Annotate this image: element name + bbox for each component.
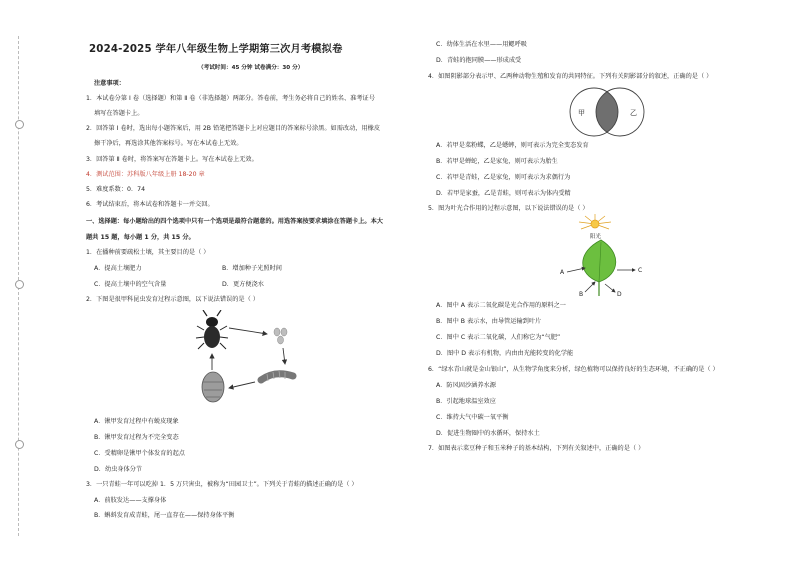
q7-stem: 7．如图表示菜豆种子和玉米种子的基本结构，下列有关叙述中，正确的是（ ） [428,445,645,452]
q6-option-d: D．促进生物圈中的水循环，保持水土 [436,430,540,437]
q1-option-b: B．增加种子光照时间 [222,265,282,272]
q2-option-b: B．锹甲发育过程为不完全变态 [94,434,179,441]
sunlight-label: 阳光 [590,234,602,240]
q2-stem: 2．下图是很甲科昆虫发育过程示意图，以下说法错误的是（ ） [86,296,259,303]
note-5: 5．难度系数：0．74 [86,186,146,193]
q3-option-d: D．青蛙的抱同膜——形成成受 [436,57,522,64]
q1-option-c: C．提高土壤中的空气含量 [94,281,167,288]
q3-option-c: C．幼体生活在水里——用鳃呼吸 [436,41,527,48]
arrow-d-out [605,284,615,292]
note-6: 6．考试结束后，将本试卷和答题卡一并交回。 [86,201,214,208]
q3-option-b: B．蝌蚪发育成青蛙，尾一直存在——保持身体平衡 [94,512,235,519]
q5-option-b: B．图中 B 表示水，由导管运输到叶片 [436,318,542,325]
q1-option-d: D．更方便浇水 [222,281,264,288]
section1-instruction-cont: 题共 15 题，每小题 1 分，共 15 分。 [86,234,195,241]
note-4-scope: 4．测试范围：苏科版八年级上册 18-20 章 [86,171,205,178]
right-column [420,0,794,562]
q5-stem: 5．图为叶光合作用的过程示意图，以下说法错误的是（ ） [428,205,589,212]
eggs-image [274,328,287,344]
label-d: D [617,291,622,298]
label-c: C [638,267,643,274]
q3-stem: 3．一只青蛙一年可以吃掉 1．5 万只害虫，被称为“田园卫士”。下列关于青蛙的描述正确的是（ ） [86,481,358,488]
q4-option-c: C．若甲是青蛙，乙是家兔，则可表示为求偶行为 [436,174,571,181]
sun-icon [579,214,611,229]
venn-label-left: 甲 [578,109,585,117]
arrow-adult-to-egg [229,328,267,334]
note-2: 2．回答第 Ⅰ 卷时，选出每小题答案后，用 2B 铅笔把答题卡上对应题目的答案标号涂黑。如需改动，用橡皮 [86,125,381,132]
exam-subtitle: （考试时间：45 分钟 试卷满分：30 分） [198,65,304,71]
adult-beetle-image [196,310,228,349]
venn-label-right: 乙 [630,109,637,117]
q2-option-a: A．锹甲发育过程中有蜕皮现象 [94,418,179,425]
q6-stem: 6．“绿水青山就是金山银山”，从生物学角度来分析，绿色植物可以保持良好的生态环境，不正确的是（ ） [428,366,719,373]
arrow-egg-to-larva [283,348,285,364]
larva-image [261,371,293,381]
q2-option-d: D．幼虫身体分节 [94,466,143,473]
beetle-lifecycle-figure [195,310,305,408]
photosynthesis-leaf-figure [555,212,651,298]
q3-option-a: A．前肢发达——支撑身体 [94,497,167,504]
note-1: 1．本试卷分第 Ⅰ 卷（选择题）和第 Ⅱ 卷（非选择题）两部分。答卷前，考生务必将自己的姓名、准考证号 [86,95,375,102]
note-3: 3．回答第 Ⅱ 卷时，将答案写在答题卡上。写在本试卷上无效。 [86,156,258,163]
arrow-larva-to-pupa [229,382,255,388]
q1-stem: 1．在播种前要疏松土壤，其主要目的是（ ） [86,249,210,256]
q1-option-a: A．提高土壤肥力 [94,265,142,272]
note-2-cont: 擦干净后，再选涂其他答案标号。写在本试卷上无效。 [94,140,243,147]
q4-option-a: A．若甲是菜粉蝶，乙是蟋蟀，则可表示为完全变态发育 [436,142,589,149]
notes-heading: 注意事项： [94,80,125,87]
q4-option-d: D．若甲是家蚕，乙是青蛙，则可表示为体内受精 [436,190,571,197]
arrow-a-in [567,268,585,272]
q5-option-a: A．图中 A 表示二氧化碳是光合作用的原料之一 [436,302,566,309]
venn-diagram [558,86,656,138]
section1-instruction: 一、选择题：每小题给出的四个选项中只有一个选项是最符合题意的。用选答案按要求填涂在答题卡上。本大 [86,218,383,225]
label-a: A [560,269,565,276]
label-b: B [579,291,584,298]
q4-option-b: B．若甲是蝉蛇，乙是家兔，则可表示为胎生 [436,158,558,165]
q6-option-b: B．引起地球温室效应 [436,398,496,405]
arrow-b-in [585,282,595,292]
q6-option-c: C．维持大气中碳一氧平衡 [436,414,509,421]
q2-option-c: C．受精卵是锹甲个体发育的起点 [94,450,185,457]
q5-option-d: D．图中 D 表示有机物，内由由光能转变的化学能 [436,350,574,357]
pupa-image [202,372,224,402]
exam-title: 2024-2025 学年八年级生物上学期第三次月考模拟卷 [89,44,343,55]
note-1-cont: 填写在答题卡上。 [94,110,144,117]
q4-stem: 4．如图阴影部分表示甲、乙两种动物生殖和发育的共同特征。下列有关阴影部分的叙述，正确的是（ ） [428,73,713,80]
q5-option-c: C．图中 C 表示二氧化碳，人们称它为“气肥” [436,334,561,341]
q6-option-a: A．防风固沙涵养水源 [436,382,496,389]
